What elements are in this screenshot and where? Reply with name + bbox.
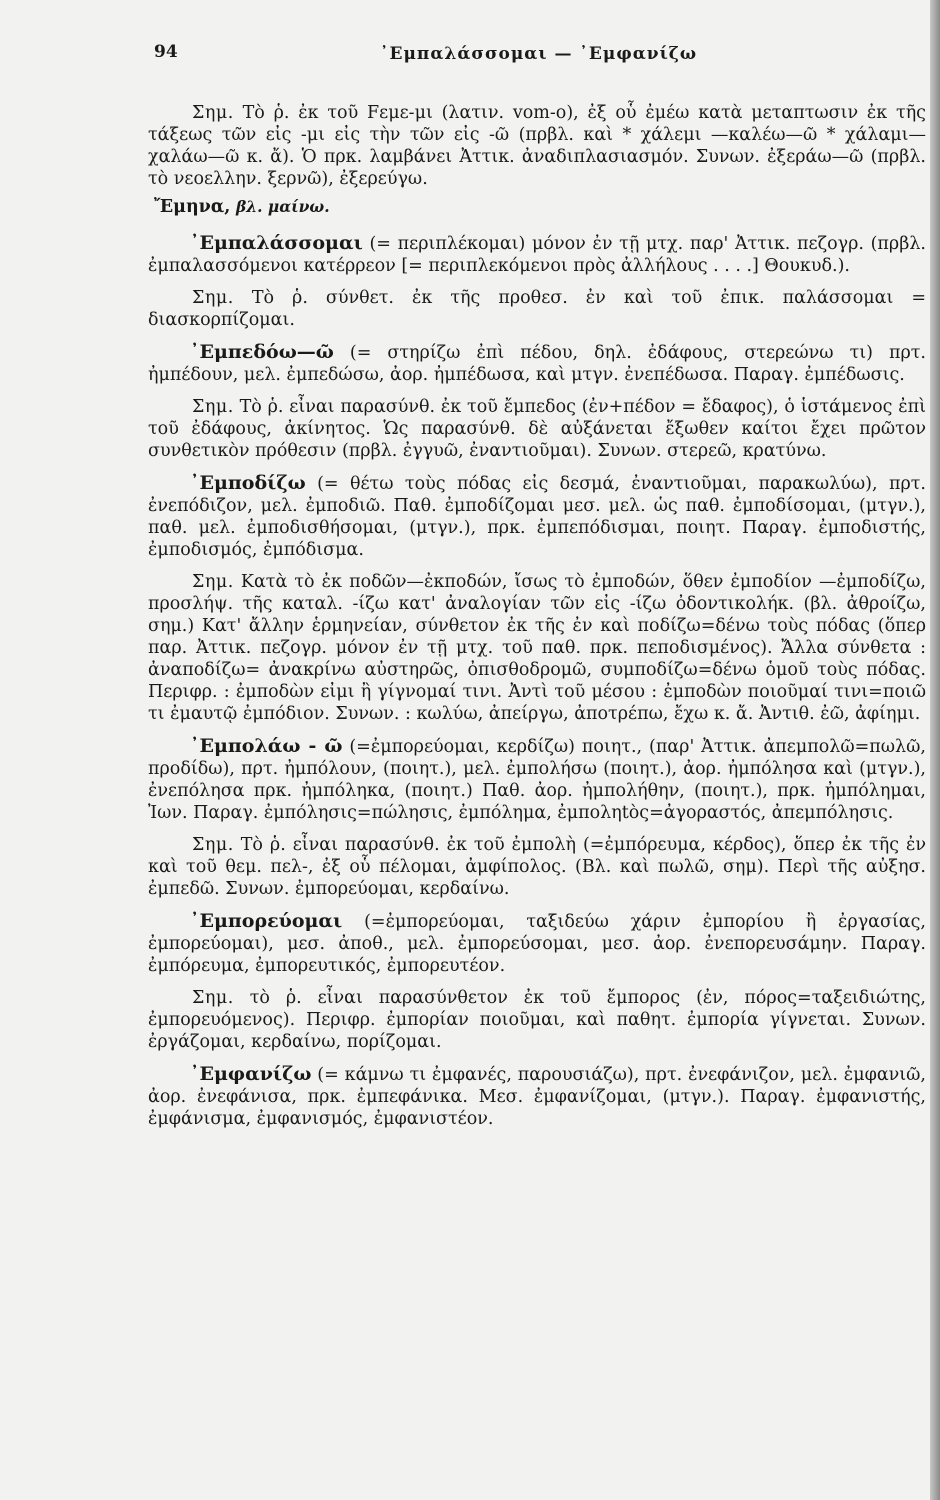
entry-headword: Ἔμηνα, [154,197,231,217]
entry-headword: ᾿Εμποδίζω [190,472,306,494]
entry-text: (= κάμνω τι ἐμφανές, παρουσιάζω), πρτ. ἐνεφάνιζον, μελ. ἐμφανιῶ, ἀορ. ἐνεφάνισα, πρκ. ἐμπεφάνικα. Μεσ. ἐμφανίζομαι, (μτγν.). Παραγ. ἐμφανιστής, ἐμφάνισμα, ἐμφανισμός, ἐμφανιστέον. [148,1065,926,1129]
note-label: Σημ. [192,835,234,855]
entry-text: (=ἐμπορεύομαι, ταξιδεύω χάριν ἐμπορίου ἢ ἐργασίας, ἐμπορεύομαι), μεσ. ἀποθ., μελ. ἐμπορεύσομαι, μεσ. ἀορ. ἐνεπορευσάμην. Παραγ. ἐμπόρευμα, ἐμπορευτικός, ἐμπορευτέον. [148,912,926,976]
note-text: Τὸ ῥ. εἶναι παρασύνθ. ἐκ τοῦ ἔμπεδος (ἐν+πέδον = ἔδαφος), ὁ ἱστάμενος ἐπὶ τοῦ ἐδάφους, ἀκίνητος. Ὡς παρασύνθ. δὲ αὐξάνεται ἔξωθεν καίτοι ἔχει πρῶτον συνθετικὸν πρόθεσιν (πρβλ. ἐγγυῶ, ἐναντιοῦμαι). Συνων. στερεῶ, κρατύνω. [148,397,926,461]
dictionary-entry [148,735,926,824]
dictionary-entry [148,472,926,561]
entry-text: (= περιπλέκομαι) μόνον ἐν τῇ μτχ. παρ' Ἀττικ. πεζογρ. (πρβλ. ἐμπαλασσόμενοι κατέρρεον [= περιπλεκόμενοι πρὸς ἀλλήλους . . . .] Θουκυδ.). [148,234,926,276]
dictionary-entry [148,910,926,977]
etymology-note [148,287,926,331]
dictionary-entry [148,1063,926,1130]
etymology-note [148,571,926,725]
note-label: Σημ. [192,103,234,123]
entry-text: (= στηρίζω ἐπὶ πέδου, δηλ. ἐδάφους, στερεώνω τι) πρτ. ἠμπέδουν, μελ. ἐμπεδώσω, ἀορ. ἠμπέδωσα, καὶ μτγν. ἐνεπέδωσα. Παραγ. ἐμπέδωσις. [148,343,926,385]
note-label: Σημ. [192,572,234,592]
etymology-note [148,396,926,462]
note-text: Κατὰ τὸ ἐκ ποδῶν—ἐκποδών, ἴσως τὸ ἐμποδών, ὅθεν ἐμποδίον —ἐμποδίζω, προσλήψ. τῆς καταλ. -ίζω κατ' ἀναλογίαν τῶν εἰς -ίζω ὀδοντικολήκ. (βλ. ἀθροίζω, σημ.) Κατ' ἄλλην ἑρμηνείαν, σύνθετον ἐκ τῆς ἐν καὶ ποδίζω=δένω τοὺς πόδας (ὅπερ παρ. Ἀττικ. πεζογρ. μόνον ἐν τῇ μτχ. τοῦ παθ. πρκ. πεποδισμένος). Ἄλλα σύνθετα : ἀναποδίζω= ἀνακρίνω αὐστηρῶς, ὀπισθοδρομῶ, συμποδίζω=δένω ὁμοῦ τοὺς πόδας. Περιφρ. : ἐμποδὼν εἰμι ἢ γίγνομαί τινι. Ἀντὶ τοῦ μέσου : ἐμποδὼν ποιοῦμαί τινι=ποιῶ τι ἐμαυτῷ ἐμπόδιον. Συνων. : κωλύω, ἀπείργω, ἀποτρέπω, ἔχω κ. ἄ. Ἀντιθ. ἐῶ, ἀφίημι. [148,572,926,724]
entry-headword: ᾿Εμπορεύομαι [190,910,343,932]
note-text: Τὸ ῥ. εἶναι παρασύνθ. ἐκ τοῦ ἐμπολὴ (=ἐμπόρευμα, κέρδος), ὅπερ ἐκ τῆς ἐν καὶ τοῦ θεμ. πελ-, ἐξ οὗ πέλομαι, ἀμφίπολος. (Βλ. καὶ πωλῶ, σημ). Περὶ τῆς αὐξησ. ἐμπεδῶ. Συνων. ἐμπορεύομαι, κερδαίνω. [148,835,926,899]
page-binding-edge [930,0,940,1500]
entry-text: (=ἐμπορεύομαι, κερδίζω) ποιητ., (παρ' Ἀττικ. ἀπεμπολῶ=πωλῶ, προδίδω), πρτ. ἠμπόλουν, (ποιητ.), μελ. ἐμπολήσω (ποιητ.), ἀορ. ἠμπόλησα καὶ (μτγν.), ἐνεπόλησα πρκ. ἠμπόληκα, (ποιητ.) Παθ. ἀορ. ἠμπολήθην, (ποιητ.), πρκ. ἠμπόλημαι, Ἰων. Παραγ. ἐμπόλησις=πώλησις, ἐμπόλημα, ἐμποληtὸς=ἀγοραστός, ἀπεμπόλησις. [148,737,926,823]
entry-headword: ᾿Εμπολάω - ῶ [190,735,343,757]
note-text: Τὸ ῥ. σύνθετ. ἐκ τῆς προθεσ. ἐν καὶ τοῦ ἐπικ. παλάσσομαι = διασκορπίζομαι. [148,288,926,330]
entry-text: (= θέτω τοὺς πόδας εἰς δεσμά, ἐναντιοῦμαι, παρακωλύω), πρτ. ἐνεπόδιζον, μελ. ἐμποδιῶ. Παθ. ἐμποδίζομαι μεσ. μελ. ὡς παθ. ἐμποδίσομαι, (μτγν.), παθ. μελ. ἐμποδισθήσομαι, (μτγν.), πρκ. ἐμπεπόδισμαι, ποιητ. Παραγ. ἐμποδιστής, ἐμποδισμός, ἐμπόδισμα. [148,474,926,560]
page-header [148,42,926,76]
note-text: Τὸ ῥ. ἐκ τοῦ Fεμε-μι (λατιν. vom-o), ἐξ οὗ ἐμέω κατὰ μεταπτωσιν ἐκ τῆς τάξεως τῶν εἰς -μι εἰς τὴν τῶν εἰς -ῶ (πρβλ. καὶ * χάλεμι —καλέω—ῶ * χάλαμι—χαλάω—ῶ κ. ἄ). Ὁ πρκ. λαμβάνει Ἀττικ. ἀναδιπλασιασμόν. Συνων. ἐξεράω—ῶ (πρβλ. τὸ νεοελλην. ξερνῶ), ἐξερεύγω. [148,103,926,189]
running-head: ᾿Εμπαλάσσομαι — ᾿Εμφανίζω [380,44,698,64]
cross-reference [148,196,926,218]
entry-headword: ᾿Εμπεδόω—ῶ [190,341,334,363]
note-label: Σημ. [192,288,234,308]
page-number: 94 [154,42,178,62]
entry-headword: ᾿Εμφανίζω [190,1063,312,1085]
note-label: Σημ. [192,988,234,1008]
cross-ref-text: βλ. μαίνω. [235,197,330,216]
dictionary-entry [148,341,926,386]
etymology-note [148,834,926,900]
etymology-note [148,102,926,190]
etymology-note [148,987,926,1053]
note-label: Σημ. [192,397,234,417]
entry-headword: ᾿Εμπαλάσσομαι [190,232,363,254]
note-text: τὸ ῥ. εἶναι παρασύνθετον ἐκ τοῦ ἔμπορος (ἐν, πόρος=ταξειδιώτης, ἐμπορευόμενος). Περιφρ. ἐμπορίαν ποιοῦμαι, καὶ παθητ. ἐμπορία γίγνεται. Συνων. ἐργάζομαι, κερδαίνω, πορίζομαι. [148,988,926,1052]
dictionary-entry [148,232,926,277]
